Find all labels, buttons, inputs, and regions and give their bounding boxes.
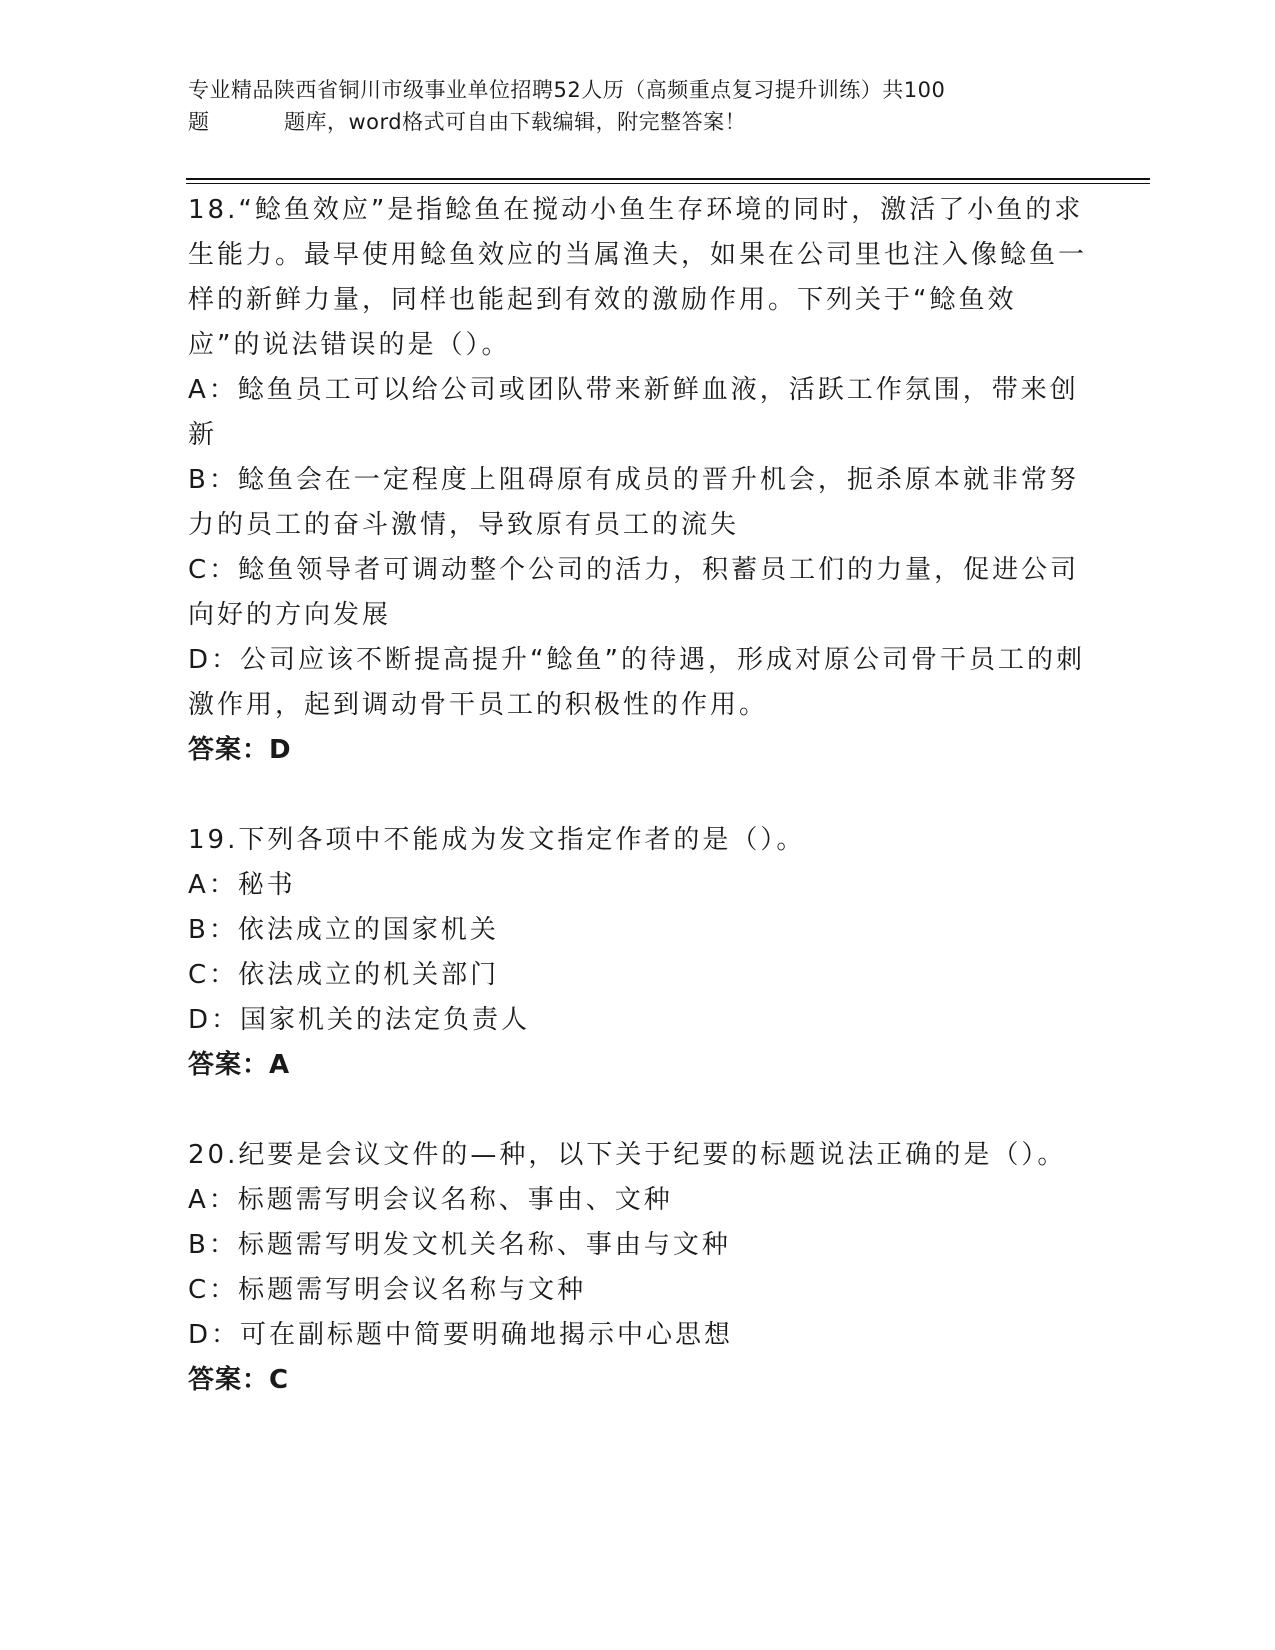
answer-line: 答案：C bbox=[188, 1365, 290, 1395]
option-c: C：鲶鱼领导者可调动整个公司的活力，积蓄员工们的力量，促进公司向好的方向发展 bbox=[188, 555, 1080, 630]
header-rule-thin bbox=[186, 183, 1150, 184]
question-stem: 18.“鲶鱼效应”是指鲶鱼在搅动小鱼生存环境的同时，激活了小鱼的求生能力。最早使用鲶鱼效应的当属渔夫，如果在公司里也注入像鲶鱼一样的新鲜力量，同样也能起到有效的激励作用。下列关于“鲶鱼效应”的说法错误的是（）。 bbox=[188, 195, 1088, 360]
answer-line: 答案：A bbox=[188, 1050, 291, 1080]
option-c: C：标题需写明会议名称与文种 bbox=[188, 1275, 587, 1305]
option-a: A：鲶鱼员工可以给公司或团队带来新鲜血液，活跃工作氛围，带来创新 bbox=[188, 375, 1079, 450]
header-line-2 bbox=[188, 106, 1088, 138]
header-line-2-rest: 题库，word格式可自由下载编辑，附完整答案！ bbox=[284, 110, 747, 134]
option-c: C：依法成立的机关部门 bbox=[188, 960, 500, 990]
question-stem: 19.下列各项中不能成为发文指定作者的是（）。 bbox=[188, 825, 806, 855]
option-a: A：标题需写明会议名称、事由、文种 bbox=[188, 1185, 673, 1215]
question-20 bbox=[188, 1133, 1088, 1403]
header-rule-thick bbox=[186, 178, 1150, 180]
header-line-2-prefix: 题 bbox=[188, 110, 210, 134]
question-list bbox=[188, 188, 1088, 1448]
option-b: B：鲶鱼会在一定程度上阻碍原有成员的晋升机会，扼杀原本就非常努力的员工的奋斗激情，导致原有员工的流失 bbox=[188, 465, 1079, 540]
answer-line: 答案：D bbox=[188, 735, 292, 765]
question-18 bbox=[188, 188, 1088, 773]
option-b: B：依法成立的国家机关 bbox=[188, 915, 499, 945]
option-d: D：国家机关的法定负责人 bbox=[188, 1005, 531, 1035]
option-a: A：秘书 bbox=[188, 870, 296, 900]
option-d: D：可在副标题中简要明确地揭示中心思想 bbox=[188, 1320, 734, 1350]
option-d: D：公司应该不断提高提升“鲶鱼”的待遇，形成对原公司骨干员工的刺激作用，起到调动骨干员工的积极性的作用。 bbox=[188, 645, 1085, 720]
header-line-1: 专业精品陕西省铜川市级事业单位招聘52人历（高频重点复习提升训练）共100 bbox=[188, 78, 946, 102]
question-19 bbox=[188, 818, 1088, 1088]
question-stem: 20.纪要是会议文件的—种，以下关于纪要的标题说法正确的是（）。 bbox=[188, 1140, 1067, 1170]
option-b: B：标题需写明发文机关名称、事由与文种 bbox=[188, 1230, 731, 1260]
document-header bbox=[188, 74, 1088, 138]
